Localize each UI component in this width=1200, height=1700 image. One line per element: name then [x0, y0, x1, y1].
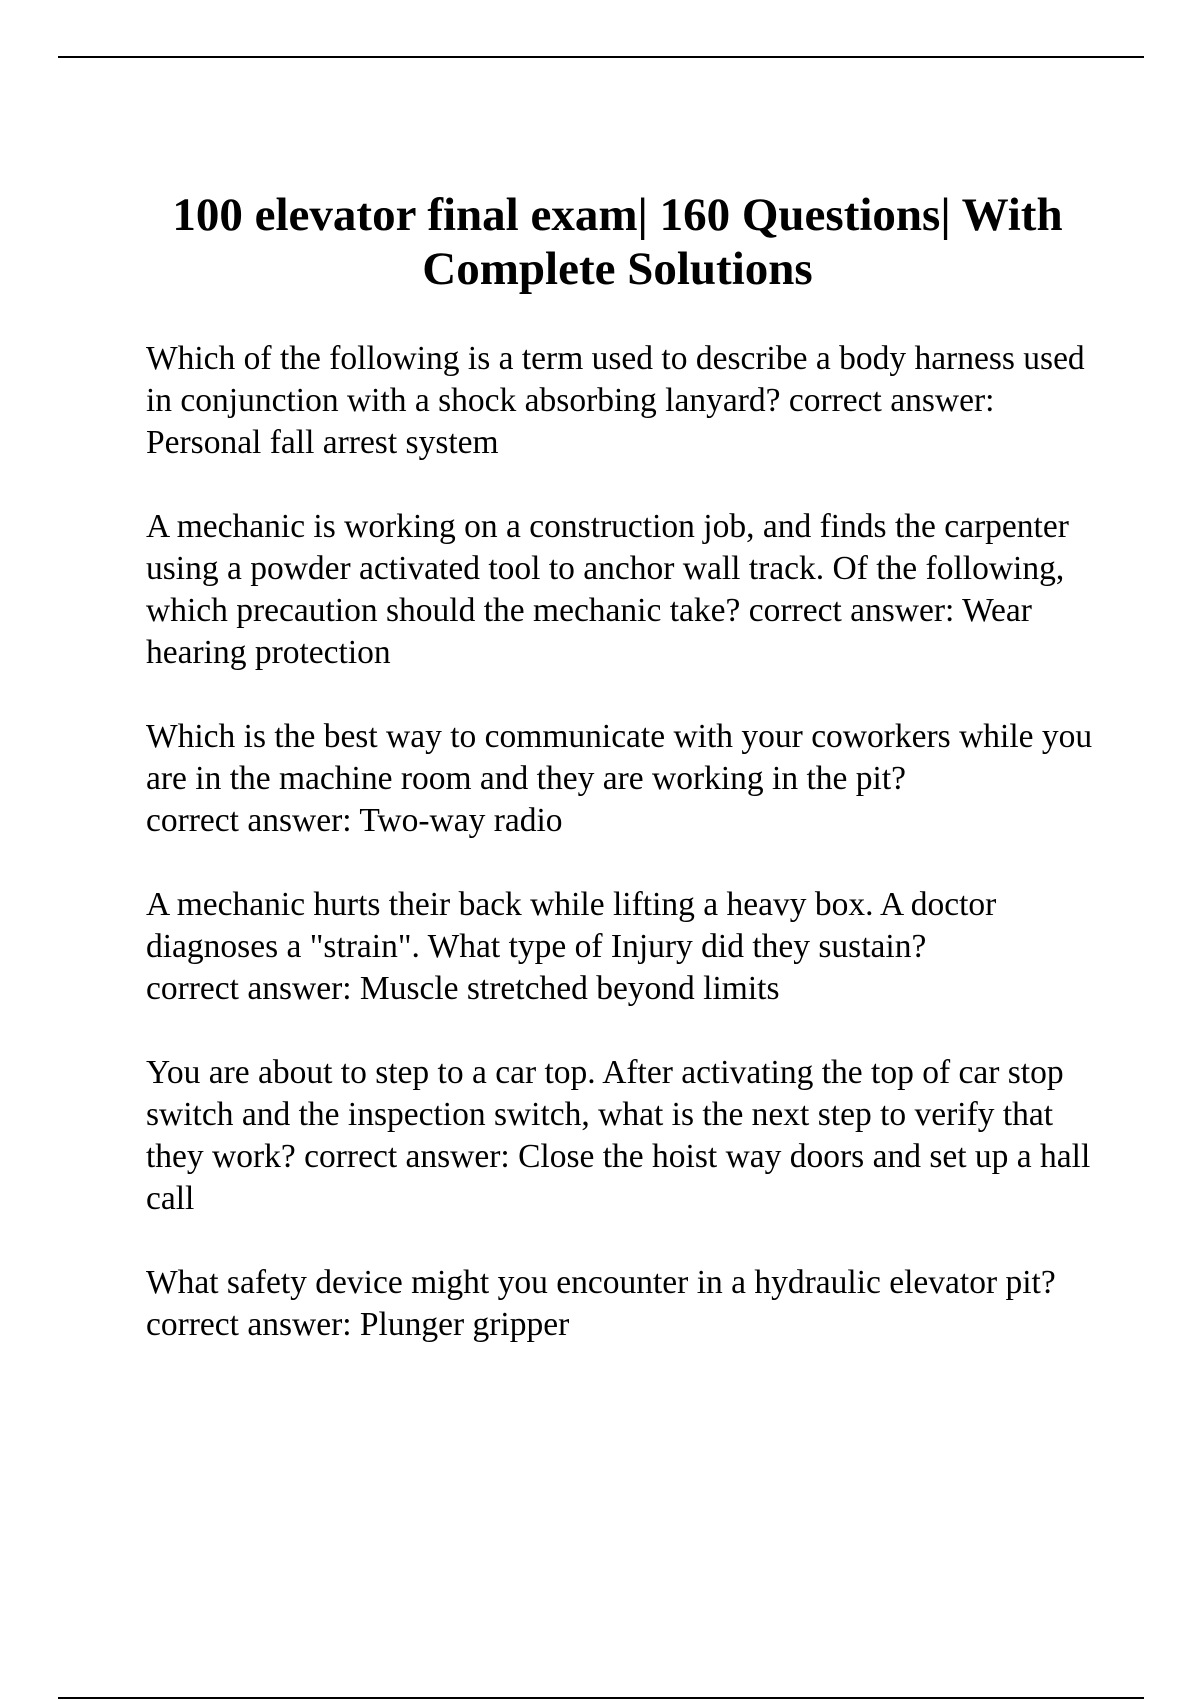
answer-text: Muscle stretched beyond limits: [359, 970, 780, 1007]
answer-text: Wear hearing protection: [146, 592, 1032, 671]
answer-label: correct answer:: [146, 1306, 352, 1343]
bottom-divider: [58, 1697, 1144, 1699]
question-text: A mechanic is working on a construction job, and finds the carpenter using a powder activated tool to anchor wall track. Of the following, which precaution should the mechanic take?: [146, 508, 1069, 629]
top-divider: [58, 56, 1144, 58]
qa-item: [146, 884, 1096, 1010]
answer-label: correct answer:: [788, 382, 995, 419]
answer-text: Personal fall arrest system: [146, 424, 499, 461]
qa-item: [146, 506, 1096, 674]
question-text: You are about to step to a car top. After activating the top of car stop switch and the inspection switch, what is the next step to verify that they work?: [146, 1054, 1064, 1175]
qa-item: [146, 716, 1096, 842]
answer-label: correct answer:: [146, 802, 352, 839]
question-text: A mechanic hurts their back while lifting a heavy box. A doctor diagnoses a "strain". What type of Injury did they sustain?: [146, 886, 997, 965]
answer-label: correct answer:: [304, 1138, 510, 1175]
answer-label: correct answer:: [748, 592, 955, 629]
question-text: Which of the following is a term used to describe a body harness used in conjunction with a shock absorbing lanyard?: [146, 340, 1085, 419]
qa-item: [146, 338, 1096, 464]
answer-text: Plunger gripper: [359, 1306, 570, 1343]
answer-text: Two-way radio: [359, 802, 563, 839]
qa-list: [146, 338, 1096, 1388]
answer-text: Close the hoist way doors and set up a hall call: [146, 1138, 1091, 1217]
answer-label: correct answer:: [146, 970, 352, 1007]
page-title: 100 elevator final exam| 160 Questions| With Complete Solutions: [172, 189, 1063, 295]
qa-item: [146, 1262, 1096, 1346]
question-text: Which is the best way to communicate with your coworkers while you are in the machine room and they are working in the pit?: [146, 718, 1093, 797]
question-text: What safety device might you encounter in a hydraulic elevator pit?: [146, 1264, 1056, 1301]
qa-item: [146, 1052, 1096, 1220]
